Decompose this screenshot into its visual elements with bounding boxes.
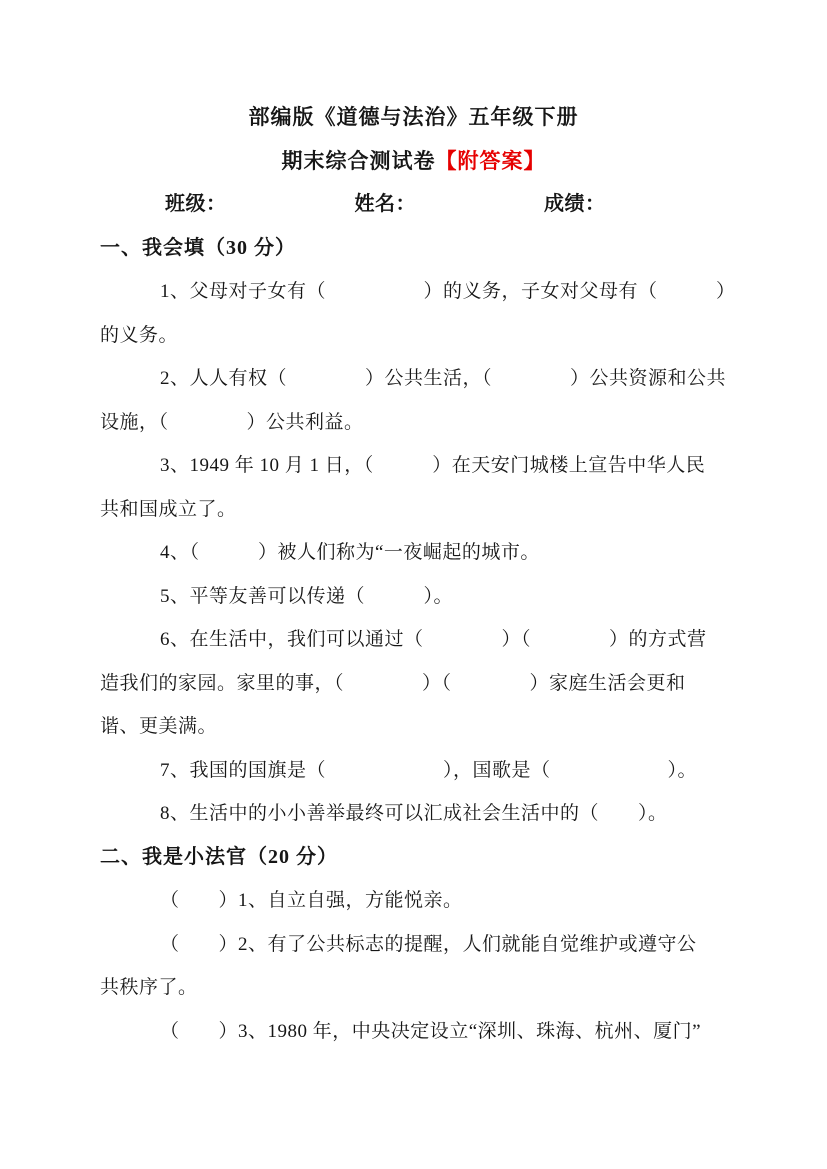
subtitle-answer-tag: 【附答案】 <box>435 148 546 173</box>
question-line-s1-q4: 4、（ ）被人们称为“一夜崛起的城市。 <box>160 542 540 563</box>
section-2-heading: 二、我是小法官（20 分） <box>100 845 338 868</box>
question-line-s1-q6-cont2: 谐、更美满。 <box>100 716 218 737</box>
subtitle-text: 期末综合测试卷 <box>281 148 436 173</box>
question-line-s1-q1-cont: 的义务。 <box>100 324 179 346</box>
score-field-label: 成绩： <box>544 193 606 215</box>
question-line-s1-q2-cont: 设施，（ ）公共利益。 <box>100 411 364 433</box>
section-1-heading: 一、我会填（30 分） <box>100 236 296 259</box>
question-line-s2-q1: （ ）1、自立自强，方能悦亲。 <box>160 890 463 911</box>
question-line-s2-q2: （ ）2、有了公共标志的提醒，人们就能自觉维护或遵守公 <box>160 933 697 955</box>
question-line-s1-q3: 3、1949 年 10 月 1 日，（ ）在天安门城楼上宣告中华人民 <box>160 455 706 476</box>
page-title: 部编版《道德与法治》五年级下册 <box>248 105 579 129</box>
question-line-s1-q7: 7、我国的国旗是（ ），国歌是（ ）。 <box>160 759 698 781</box>
student-info-row <box>100 183 727 227</box>
question-line-s1-q8: 8、生活中的小小善举最终可以汇成社会生活中的（ ）。 <box>160 803 668 824</box>
question-line-s1-q3-cont: 共和国成立了。 <box>100 498 237 520</box>
question-line-s1-q1: 1、父母对子女有（ ）的义务，子女对父母有（ ） <box>160 281 736 302</box>
page-subtitle <box>100 140 727 184</box>
class-field-label: 班级： <box>165 193 227 215</box>
question-line-s1-q6-cont1: 造我们的家园。家里的事，（ ）（ ）家庭生活会更和 <box>100 672 686 694</box>
name-field-label: 姓名： <box>354 193 416 215</box>
question-line-s1-q5: 5、平等友善可以传递（ ）。 <box>160 585 454 607</box>
question-line-s1-q2: 2、人人有权（ ）公共生活，（ ）公共资源和公共 <box>160 368 727 389</box>
question-line-s2-q3: （ ）3、1980 年，中央决定设立“深圳、珠海、杭州、厦门” <box>160 1020 702 1042</box>
question-line-s2-q2-cont: 共秩序了。 <box>100 977 198 998</box>
question-line-s1-q6: 6、在生活中，我们可以通过（ ）（ ）的方式营 <box>160 629 707 650</box>
